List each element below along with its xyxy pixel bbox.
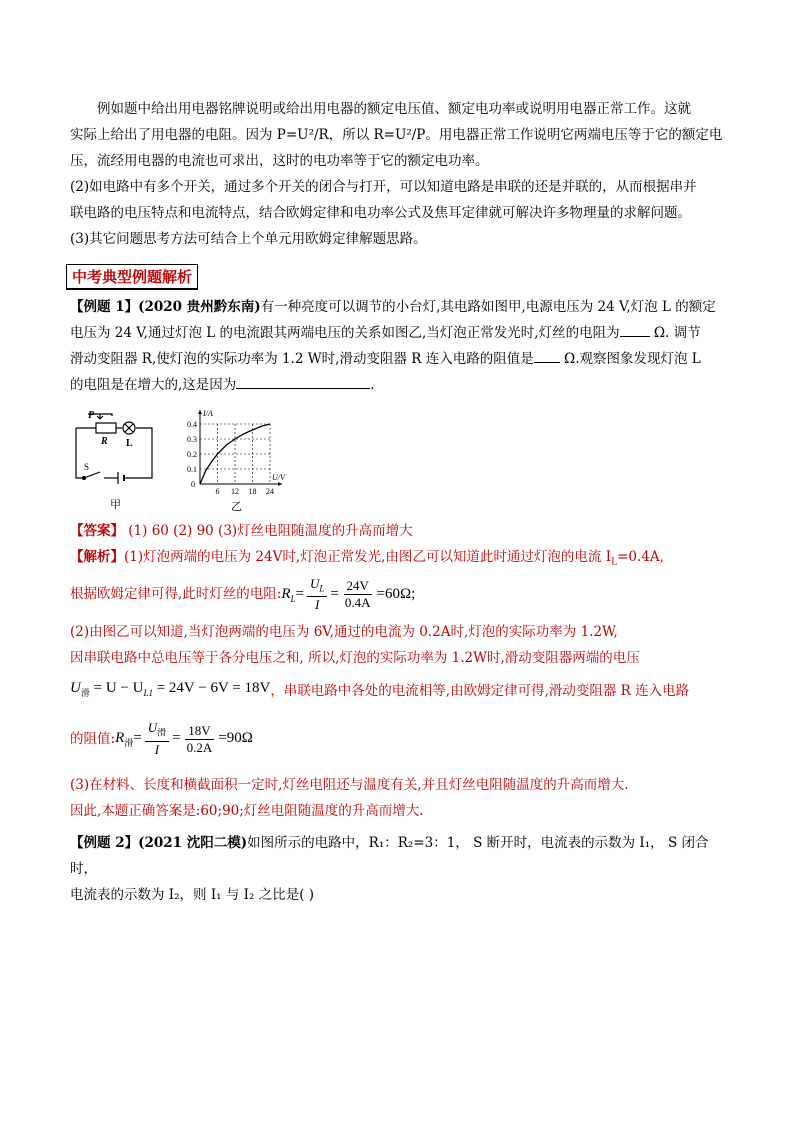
answer-line (70, 518, 730, 544)
f3-frac-b (184, 723, 216, 756)
x-tick-label: 12 (231, 487, 239, 496)
y-tick-label: 0.3 (187, 435, 197, 444)
y-tick-label: 0.1 (187, 465, 197, 474)
f1-frac-a (307, 576, 327, 614)
point-2-line-1: (2)如电路中有多个开关，通过多个开关的闭合与打开，可以知道电路是串联的还是并联的，从而根据串并 (70, 179, 697, 195)
example-2-tag: 【例题 2】 (70, 834, 139, 851)
answer-blank-1[interactable] (620, 322, 650, 337)
f2-lhs: U (70, 680, 81, 697)
example-1-tag: 【例题 1】 (70, 299, 139, 315)
f3-den: I (154, 741, 160, 757)
example-1-line-3 (70, 346, 730, 372)
y-tick-label: 0.2 (187, 450, 197, 459)
intro-line-1: 例如题中给出用电器铭牌说明或给出用电器的额定电压值、额定电功率或说明用电器正常工作。这就 (97, 101, 691, 117)
x-axis-arrow (278, 482, 282, 486)
f2-tail: ，串联电路中各处的电流相等,由欧姆定律可得,滑动变阻器 R 连入电路 (270, 682, 690, 699)
caption-jia: 甲 (110, 498, 121, 511)
analysis-tag: 【解析】 (70, 549, 124, 565)
iu-chart-yi (178, 404, 288, 504)
f1-den: I (315, 597, 320, 613)
f3-result: =90Ω (218, 730, 253, 747)
analysis-l1-sub: L (611, 557, 618, 568)
figures-row (70, 404, 730, 514)
analysis-line-5 (70, 675, 730, 706)
label-p: P (88, 410, 95, 421)
caption-yi: 乙 (231, 500, 242, 513)
example-1-line-4 (70, 372, 730, 398)
point-2-line-2: 联电路的电压特点和电流特点，结合欧姆定律和电功率公式及焦耳定律就可解决许多物理量的求解问题。 (70, 205, 691, 221)
analysis-line-3: (2)由图乙可以知道,当灯泡两端的电压为 6V,通过的电流为 0.2A时,灯泡的实际功率为 1.2W, (70, 624, 618, 641)
label-r: R (101, 436, 108, 447)
f1-den2: 0.4A (344, 594, 371, 610)
f3-num: U (147, 720, 158, 736)
example-1-q1: 有一种亮度可以调节的小台灯,其电路如图甲,电源电压为 24 V,灯泡 L 的额定 (260, 299, 716, 315)
point-3: (3)其它问题思考方法可结合上个单元用欧姆定律解题思路。 (70, 231, 427, 247)
x-tick-label: 24 (266, 487, 274, 496)
formula-3: $R_滑=$ $\frac{U_滑}{I}$ = $\frac{18V}{0.2A}$ =90Ω (115, 720, 253, 757)
example-2-line-1 (70, 830, 730, 882)
example-1-source: (2020 贵州黔东南) (138, 299, 261, 315)
origin-label: 0 (191, 480, 195, 489)
x-tick-label: 6 (215, 487, 220, 496)
answer-text: (1) 60 (2) 90 (3)灯丝电阻随温度的升高而增大 (124, 523, 413, 539)
example-1-q3a: 滑动变阻器 R,使灯泡的实际功率为 1.2 W时,滑动变阻器 R 连入电路的阻值是 (70, 351, 534, 367)
example-2-line-2: 电流表的示数为 I₂，则 I₁ 与 I₂ 之比是( ) (70, 886, 315, 903)
example-1-q3b: Ω.观察图象发现灯泡 L (559, 351, 701, 367)
y-axis-label: I/A (203, 409, 213, 418)
f3-lhs-sub: 滑 (124, 738, 134, 749)
formula-2 (70, 675, 270, 706)
label-l: L (126, 438, 133, 449)
example-2-source: (2021 沈阳二模) (138, 834, 248, 851)
f2-expr-sub: L1 (143, 688, 153, 699)
y-axis-arrow (198, 410, 202, 414)
f2-lhs-sub: 滑 (80, 688, 90, 699)
analysis-line-6 (70, 720, 730, 758)
f3-num2: 18V (185, 723, 213, 740)
formula-1: $R_L=$ $\frac{U_L}{I}$ = $\frac{24V}{0.4A}$ =60Ω; (281, 575, 416, 613)
example-1-q2b: Ω. 调节 (649, 325, 701, 341)
f3-lhs: R (115, 730, 125, 747)
section-title: 中考典型例题解析 (66, 264, 198, 290)
circuit-diagram-jia (70, 408, 160, 498)
f1-lhs-sub: L (290, 593, 296, 604)
x-axis-label: U/V (272, 473, 285, 482)
y-tick-label: 0.4 (187, 420, 197, 429)
f1-num2: 24V (344, 578, 372, 595)
example-1-line-1 (70, 294, 730, 320)
analysis-line-7: (3)在材料、长度和横截面积一定时,灯丝电阻还与温度有关,并且灯丝电阻随温度的升高而增大. (70, 776, 629, 793)
analysis-l1-end: =0.4A, (617, 549, 664, 565)
x-tick-label: 18 (248, 487, 257, 496)
f3-num-sub: 滑 (157, 727, 167, 738)
analysis-line-1 (70, 544, 730, 576)
example-1-q4b: . (370, 377, 375, 393)
f1-result: =60Ω; (376, 585, 416, 602)
label-s: S (84, 462, 90, 472)
example-2-q1: 如图所示的电路中，R₁：R₂=3：1， S 断开时，电流表的示数为 I₁， S 闭合时， (70, 834, 709, 877)
f2-rest: = 24V − 6V = 18V (152, 680, 271, 697)
f1-num-sub: L (319, 583, 325, 594)
f1-num: U (310, 575, 320, 591)
analysis-line-4: 因串联电路中总电压等于各分电压之和, 所以,灯泡的实际功率为 1.2W时,滑动变阻器两端的电压 (70, 650, 640, 667)
analysis-line-2 (70, 576, 730, 614)
answer-blank-3[interactable] (236, 374, 370, 389)
answer-blank-2[interactable] (534, 348, 560, 363)
intro-line-3: 压，流经用电器的电流也可求出，这时的电功率等于它的额定电功率。 (70, 153, 489, 169)
analysis-l2: 根据欧姆定律可得,此时灯丝的电阻: (70, 586, 282, 603)
answer-tag: 【答案】 (70, 523, 124, 539)
intro-line-2: 实际上给出了用电器的电阻。因为 P=U²/R，所以 R=U²/P。用电器正常工作说明它两端电压等于它的额定电 (70, 127, 723, 143)
f3-den2: 0.2A (186, 739, 213, 755)
analysis-l5: 的阻值: (70, 731, 116, 748)
f1-frac-b (342, 578, 374, 611)
analysis-line-8: 因此,本题正确答案是:60;90;灯丝电阻随温度的升高而增大. (70, 802, 424, 819)
analysis-l1: (1)灯泡两端的电压为 24V时,灯泡正常发光,由图乙可以知道此时通过灯泡的电流 I (124, 549, 612, 565)
example-1-q4a: 的电阻是在增大的,这是因为 (70, 377, 237, 393)
f2-expr: = U − U (89, 680, 144, 697)
f1-lhs: R (281, 585, 291, 602)
example-1-q2a: 电压为 24 V,通过灯泡 L 的电流跟其两端电压的关系如图乙,当灯泡正常发光时,灯丝的电阻为 (70, 325, 620, 341)
example-1-line-2 (70, 320, 730, 346)
f3-frac-a (145, 720, 169, 758)
document-page (70, 96, 730, 908)
